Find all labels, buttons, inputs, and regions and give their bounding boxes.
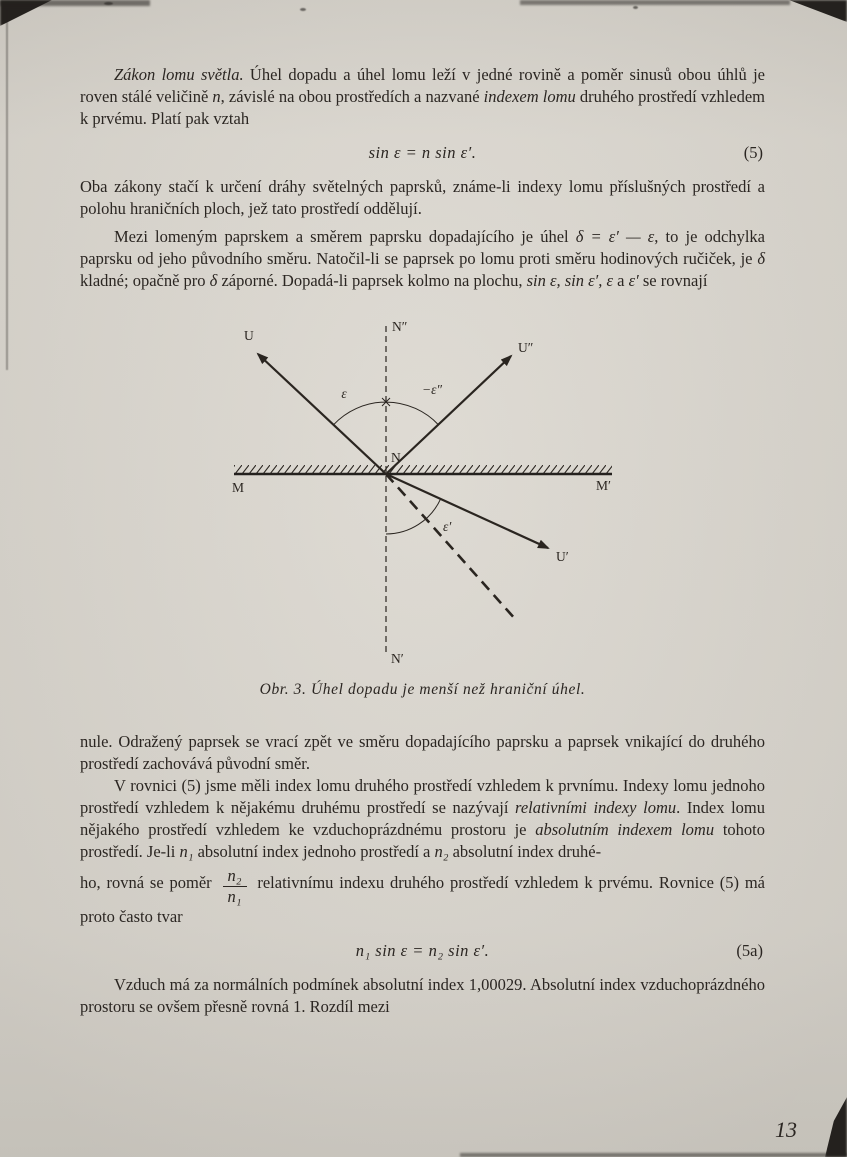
- label-reflected-ray: U″: [517, 340, 533, 355]
- paragraph-pomer-fraction: [80, 867, 765, 928]
- equation-5: [80, 142, 765, 164]
- label-surface-right: M′: [595, 478, 611, 493]
- label-refracted-ray: U′: [555, 549, 569, 564]
- paragraph-v-rovnici: V rovnici (5) jsme měli index lomu druhého prostředí vzhledem k prvnímu. Indexy lomu jednoho prostředí vzhledem k nějakému druhému prostředí se nazývají relativními indexy lomu. Index lomu nějakého prostředí vzhledem ke vzduchoprázdnému prostoru je absolutním indexem lomu tohoto prostředí. Je-li n₁ absolutní index jednoho prostředí a n₂ absolutní index druhé-: [80, 776, 765, 861]
- label-angle-incidence: ε: [340, 386, 347, 401]
- label-surface-left: M: [231, 480, 244, 495]
- refracted-ray: [386, 474, 548, 548]
- reflected-ray: [386, 356, 511, 474]
- equation-5a-body: n₁ sin ε = n₂ sin ε′.: [355, 941, 490, 961]
- page-content: [80, 0, 765, 1018]
- paragraph-zakon-lomu-svetla: Zákon lomu světla. Úhel dopadu a úhel lomu leží v jedné rovině a poměr sinusů obou úhlů je roven stálé veličině n, závislé na obou prostředích a nazvané indexem lomu druhého prostředí vzhledem k prvému. Platí pak vztah: [80, 65, 766, 128]
- paragraph-nule-odrazeny: nule. Odražený paprsek se vrací zpět ve směru dopadajícího paprsku a paprsek vnikající do druhého prostředí zachovává původní směr.: [80, 732, 765, 773]
- paragraph-oba-zakony: Oba zákony stačí k určení dráhy světelných paprsků, známe-li indexy lomu příslušných prostředí a polohu hraničních ploch, jež tato prostředí oddělují.: [80, 177, 765, 218]
- surface-hatching: [234, 465, 612, 474]
- equation-5-number: (5): [743, 143, 763, 162]
- scan-artifact-left-edge: [6, 10, 8, 370]
- scan-artifact-bottom-edge: [460, 1153, 847, 1157]
- scan-artifact-top-right-corner: [789, 0, 847, 22]
- equation-5a-number: (5a): [736, 941, 763, 961]
- label-angle-reflection: −ε″: [421, 382, 442, 397]
- scan-artifact-bottom-right-corner: [825, 1097, 847, 1157]
- fraction-denominator: n₁: [227, 887, 242, 907]
- paragraph-vzduch: Vzduch má za normálních podmínek absolutní index 1,00029. Absolutní index vzduchoprázdného prostoru se ovšem přesně rovná 1. Rozdíl mezi: [80, 975, 765, 1017]
- incident-ray-extension: [386, 474, 516, 620]
- page-number: 13: [775, 1117, 797, 1142]
- incident-ray: [258, 354, 386, 474]
- fraction-numerator: n₂: [223, 867, 247, 887]
- ratio-text-after: relativnímu indexu druhého prostředí vzhledem k prvému. Rovnice (5) má proto často tvar: [80, 873, 765, 927]
- label-normal-top: N″: [391, 319, 407, 334]
- label-angle-refraction: ε′: [442, 519, 451, 534]
- fraction-n2-n1: [223, 867, 247, 906]
- label-incident-ray: U: [243, 328, 254, 343]
- refraction-diagram: [228, 312, 618, 667]
- equation-5-body: sin ε = n sin ε′.: [368, 143, 477, 162]
- label-normal-bottom: N′: [390, 651, 404, 666]
- figure-obr-3: [80, 312, 765, 701]
- ratio-text-before: ho, rovná se poměr: [80, 873, 218, 893]
- equation-5a: [80, 940, 765, 962]
- label-normal-point: N: [390, 450, 401, 465]
- figure-caption: Obr. 3. Úhel dopadu je menší než hraniční úhel.: [259, 681, 586, 698]
- paragraph-mezi-lomenym: Mezi lomeným paprskem a směrem paprsku dopadajícího je úhel δ = ε′ — ε, to je odchylka paprsku od jeho původního směru. Natočil-li se paprsek po lomu proti směru hodinových ručiček, je δ kladné; opačně pro δ záporné. Dopadá-li paprsek kolmo na plochu, sin ε, sin ε′, ε a ε′ se rovnají: [80, 227, 765, 290]
